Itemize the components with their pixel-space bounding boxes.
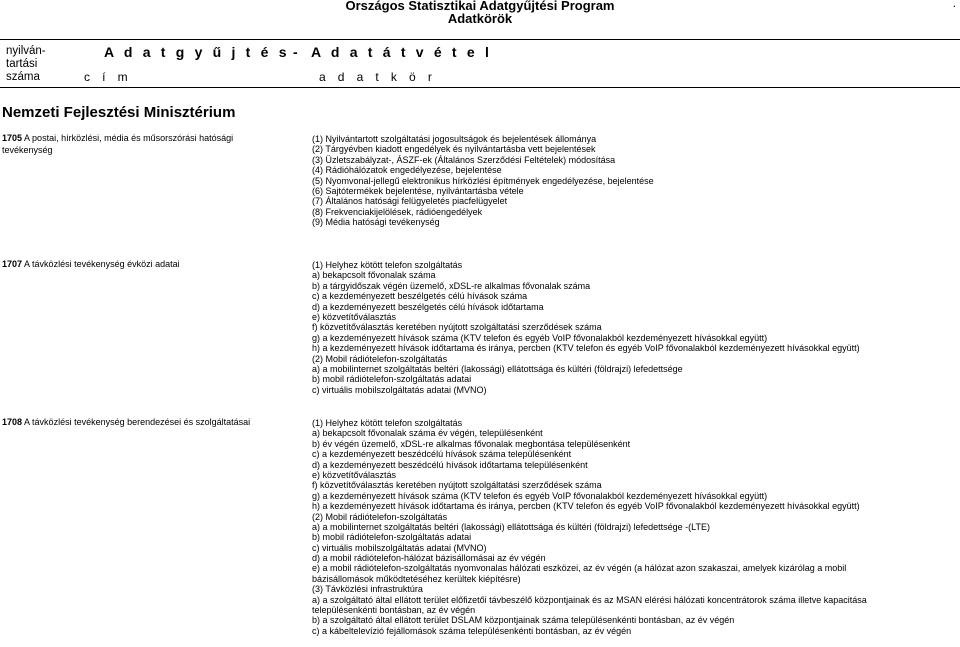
program-title: Országos Statisztikai Adatgyűjtési Program xyxy=(345,0,615,13)
list-item: h) a kezdeményezett hívások időtartama és iránya, percben (KTV telefon és egyéb VoIP fővonalakból kezdeményezett hívásokkal együtt) xyxy=(312,501,860,512)
list-item: e) közvetítőválasztás xyxy=(312,469,397,480)
list-item: b) a tárgyidőszak végén üzemelő, xDSL-re alkalmas fővonalak száma xyxy=(312,280,591,291)
list-item: (2) Mobil rádiótelefon-szolgáltatás xyxy=(312,353,448,364)
list-item: d) a kezdeményezett beszélgetés célú hívások időtartama xyxy=(312,301,544,312)
col-nyilvantartasi-label-2: tartási xyxy=(6,58,38,70)
list-item: (7) Általános hatósági felügyeletés piacfelügyelet xyxy=(312,196,508,207)
list-item: (9) Média hatósági tevékenység xyxy=(312,217,440,228)
section-title: A távközlési tevékenység berendezései és szolgáltatásai xyxy=(24,417,251,427)
header-rule-top xyxy=(0,39,960,40)
list-item: f) közvetítőválasztás keretében nyújtott szolgáltatási szerződések száma xyxy=(312,480,602,491)
section-1708-label xyxy=(2,416,277,428)
corner-dot: . xyxy=(952,0,956,10)
list-item: g) a kezdeményezett hívások száma (KTV telefon és egyéb VoIP fővonalakból kezdeményezett hívásokkal együtt) xyxy=(312,490,768,501)
list-item: g) a kezdeményezett hívások száma (KTV telefon és egyéb VoIP fővonalakból kezdeményezett hívásokkal együtt) xyxy=(312,332,768,343)
list-item: e) közvetítőválasztás xyxy=(312,311,397,322)
section-1705-label xyxy=(2,132,277,156)
organization-name: Nemzeti Fejlesztési Minisztérium xyxy=(2,104,236,121)
list-item: c) virtuális mobilszolgáltatás adatai (MVNO) xyxy=(312,384,487,395)
section-title: A postai, hírközlési, média és műsorszórási hatósági tevékenység xyxy=(2,133,234,155)
list-item: b) év végén üzemelő, xDSL-re alkalmas fővonalak megbontása településenként xyxy=(312,438,631,449)
list-item: c) a kezdeményezett beszédcélú hívások száma településenként xyxy=(312,449,572,460)
list-item: c) a kezdeményezett beszélgetés célú hívások száma xyxy=(312,291,528,302)
header-rule-bottom xyxy=(0,87,960,88)
list-item: a) a szolgáltató által ellátott terület előfizetői távbeszélő központjainak és az MSAN elérési hálózati koncentrátorok száma illetve kapacitása xyxy=(312,594,867,605)
list-item: c) virtuális mobilszolgáltatás adatai (MVNO) xyxy=(312,542,487,553)
list-item: f) közvetítőválasztás keretében nyújtott szolgáltatási szerződések száma xyxy=(312,322,602,333)
list-item: e) a mobil rádiótelefon-szolgáltatás nyomvonalas hálózati eszközei, az év végén (a hálózat azon szakaszai, amelyek kizárólag a mobil xyxy=(312,563,847,574)
col-adatkor-header: a d a t k ö r xyxy=(319,70,437,84)
col-nyilvantartasi-label-3: száma xyxy=(6,71,40,83)
section-number: 1708 xyxy=(2,417,23,427)
col-adatatvetel-header: A d a t á t v é t e l xyxy=(311,44,493,60)
list-item: a) bekapcsolt fővonalak száma év végén, településenként xyxy=(312,428,543,439)
section-1707-items xyxy=(312,260,860,395)
list-item: a) a mobilinternet szolgáltatás beltéri (lakossági) ellátottsága és kültéri (földrajzi) lefedettsége xyxy=(312,363,683,374)
list-item: bázisállomások működtetéséhez kerültek kiépítésre) xyxy=(312,573,521,584)
program-subtitle: Adatkörök xyxy=(447,11,513,26)
list-item: (1) Nyilvántartott szolgáltatási jogosultságok és bejelentések állománya xyxy=(312,134,597,144)
list-item: (2) Tárgyévben kiadott engedélyek és nyilvántartásba vett bejelentések xyxy=(312,144,596,155)
section-number: 1705 xyxy=(2,133,23,143)
list-item: d) a mobil rádiótelefon-hálózat bázisállomásai az év végén xyxy=(312,553,546,564)
section-1705-items xyxy=(312,134,654,228)
section-1708-items xyxy=(312,418,867,636)
col-nyilvantartasi-label-1: nyilván- xyxy=(6,45,46,57)
list-item: a) a mobilinternet szolgáltatás beltéri (lakossági) ellátottsága és kültéri (földrajzi) lefedettsége -(LTE) xyxy=(312,521,711,532)
list-item: b) mobil rádiótelefon-szolgáltatás adatai xyxy=(312,532,472,543)
list-item: (6) Sajtótermékek bejelentése, nyilvántartásba vétele xyxy=(312,185,524,196)
list-item: a) bekapcsolt fővonalak száma xyxy=(312,270,436,281)
list-item: b) a szolgáltató által ellátott terület DSLAM központjainak száma településenkénti bontásban, az év végén xyxy=(312,615,735,626)
list-item: c) a kábeltelevízió fejállomások száma településenkénti bontásban, az év végén xyxy=(312,625,632,636)
col-adatgyujtes-header: A d a t g y ű j t é s xyxy=(104,44,290,60)
list-item: (5) Nyomvonal-jellegű elektronikus hírközlési építmények engedélyezése, bejelentése xyxy=(312,175,654,186)
col-cim-header: c í m xyxy=(84,70,132,84)
list-item: (1) Helyhez kötött telefon szolgáltatás xyxy=(312,418,463,428)
list-item: (8) Frekvenciakijelölések, rádióengedélyek xyxy=(312,206,483,217)
section-title: A távközlési tevékenység évközi adatai xyxy=(24,259,180,269)
list-item: (3) Üzletszabályzat-, ÁSZF-ek (Általános Szerződési Feltételek) módosítása xyxy=(312,154,616,165)
section-1707-label xyxy=(2,258,277,270)
list-item: h) a kezdeményezett hívások időtartama és iránya, percben (KTV telefon és egyéb VoIP fővonalakból kezdeményezett hívásokkal együtt) xyxy=(312,343,860,354)
list-item: b) mobil rádiótelefon-szolgáltatás adatai xyxy=(312,374,472,385)
list-item: (4) Rádióhálózatok engedélyezése, bejelentése xyxy=(312,165,502,176)
list-item: (2) Mobil rádiótelefon-szolgáltatás xyxy=(312,511,448,522)
section-number: 1707 xyxy=(2,259,23,269)
list-item: (1) Helyhez kötött telefon szolgáltatás xyxy=(312,260,463,270)
list-item: (3) Távközlési infrastruktúra xyxy=(312,584,423,595)
list-item: d) a kezdeményezett beszédcélú hívások időtartama településenként xyxy=(312,459,588,470)
list-item: településenkénti bontásban, az év végén xyxy=(312,605,476,616)
col-header-dash: - xyxy=(293,44,301,60)
